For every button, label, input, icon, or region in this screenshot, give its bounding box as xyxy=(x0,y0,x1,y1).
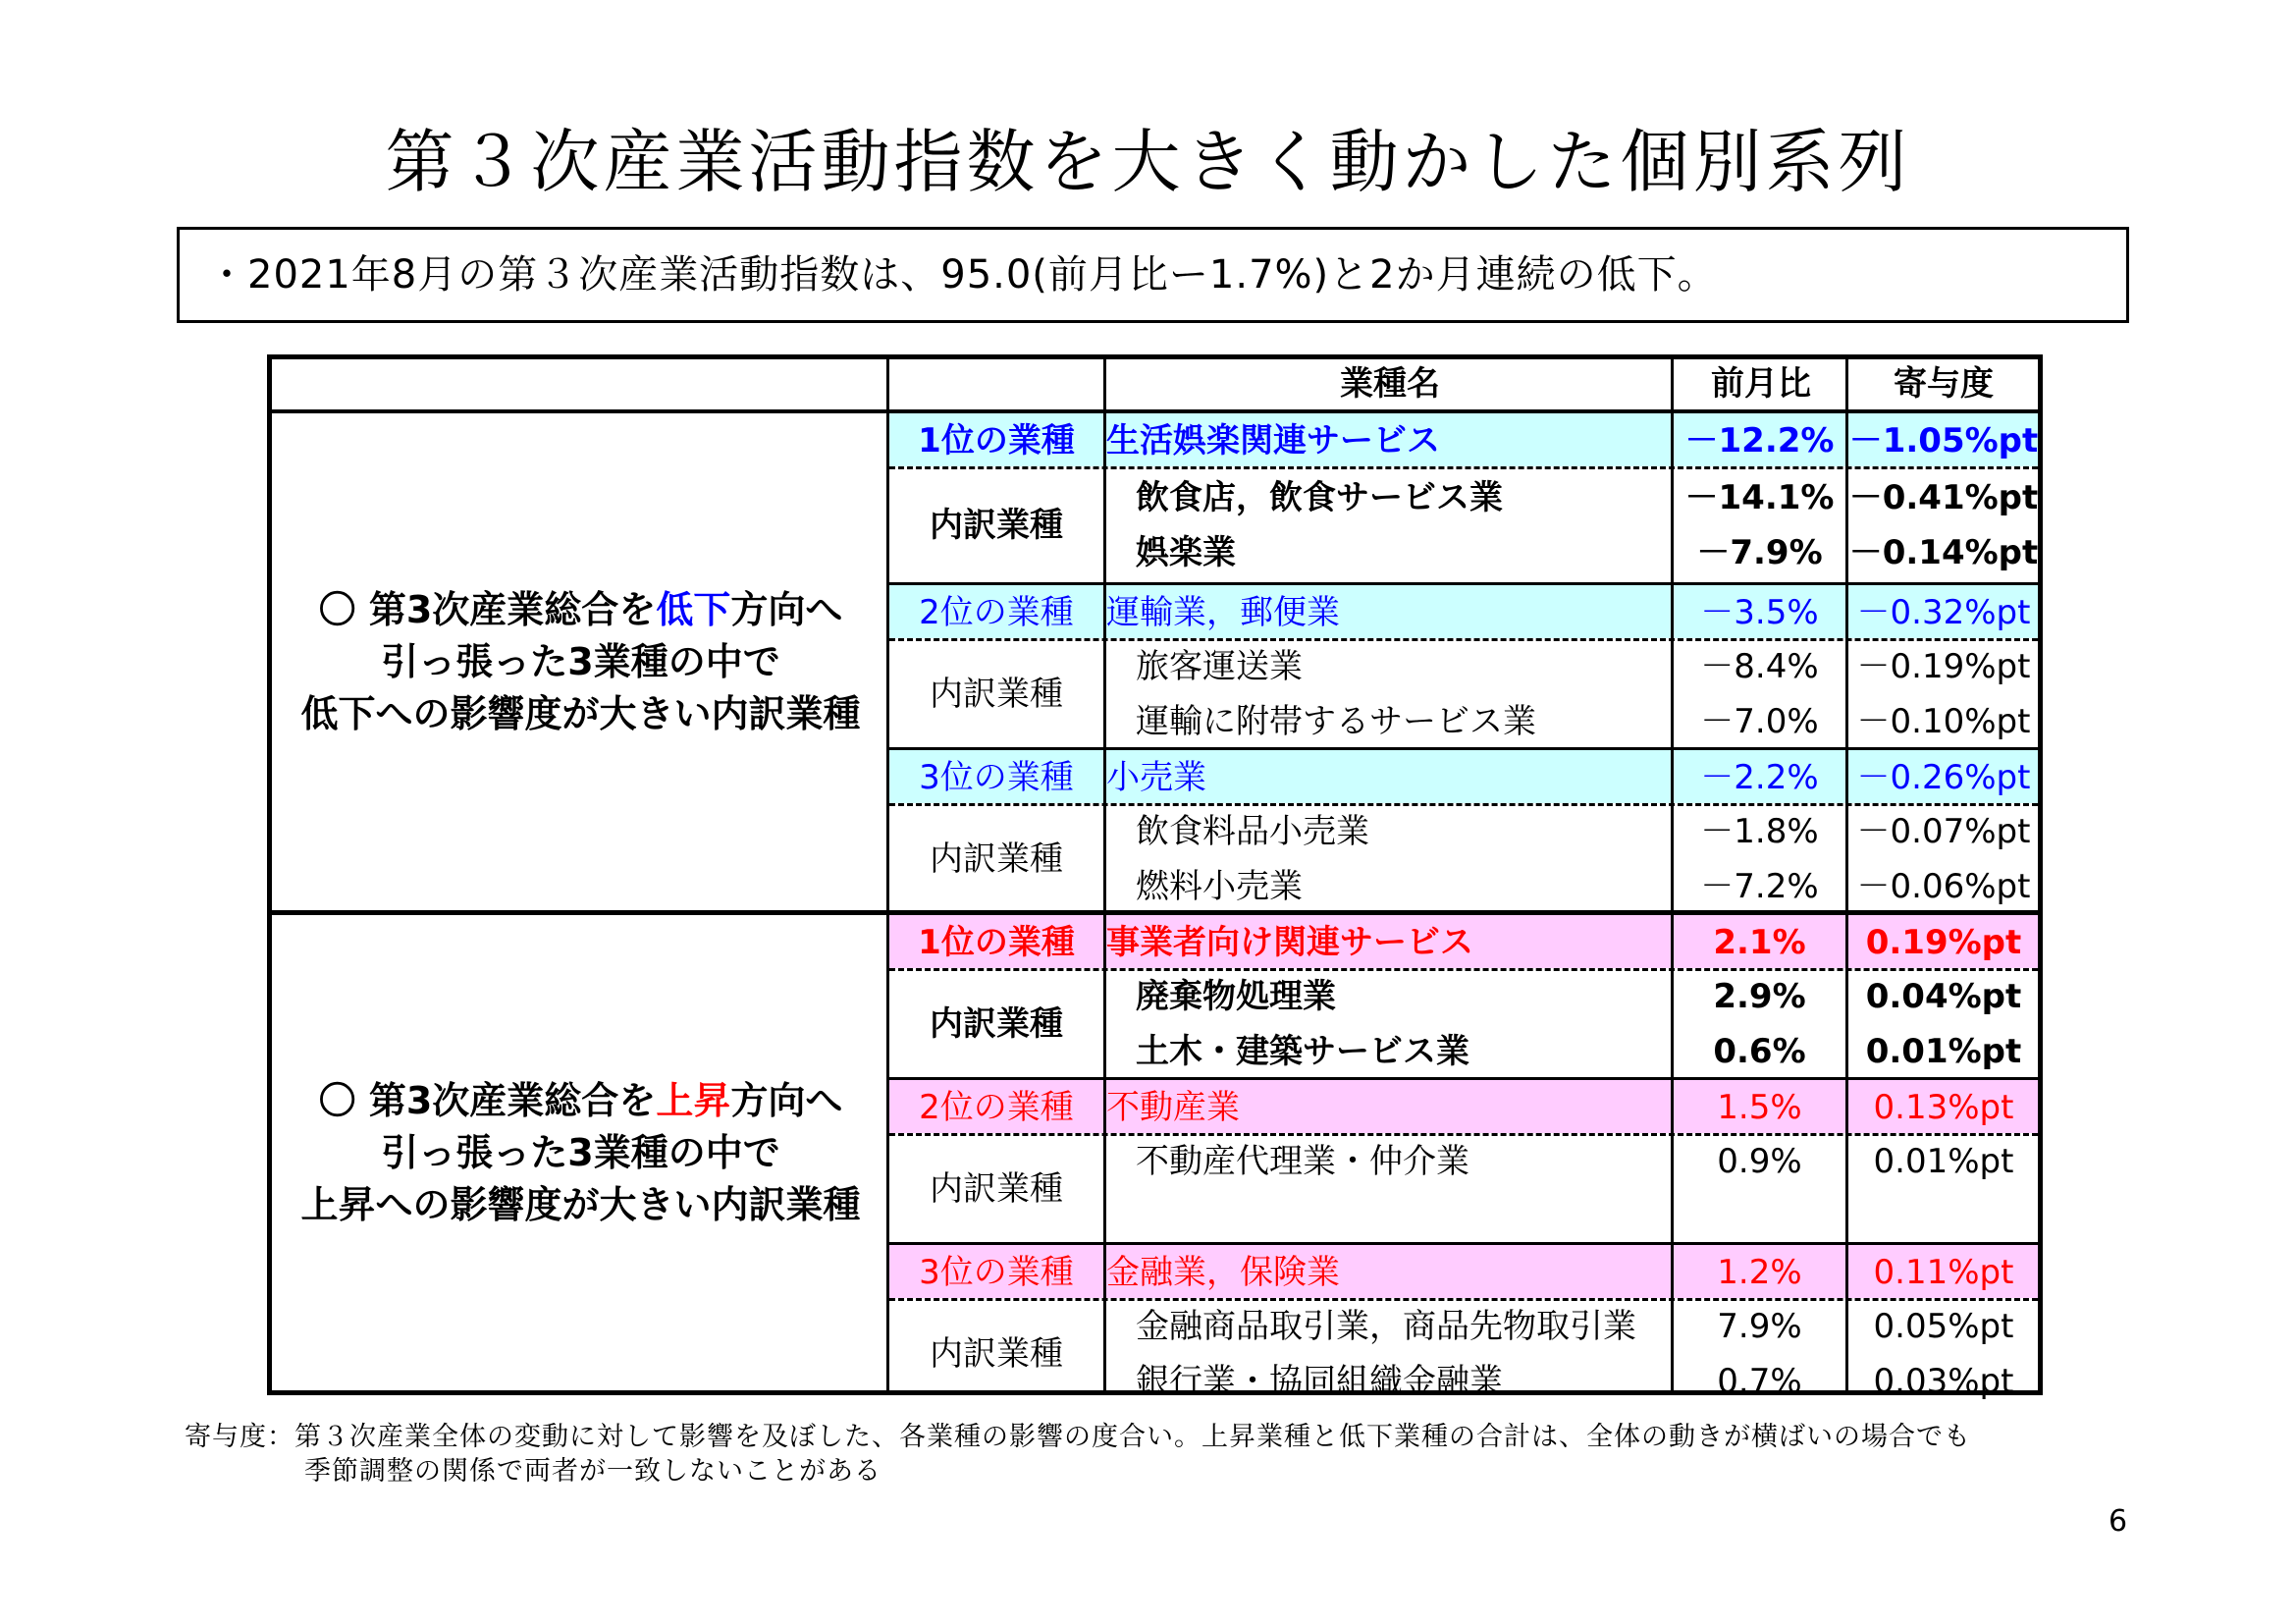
decline-rank1-sub2-contrib: －0.14%pt xyxy=(1848,533,2039,572)
footnote-line1: 寄与度：第３次産業全体の変動に対して影響を及ぼした、各業種の影響の度合い。上昇業種と低下業種の合計は、全体の動きが横ばいの場合でも xyxy=(185,1422,1971,1452)
rise-rank3-sub2-contrib: 0.03%pt xyxy=(1873,1362,2014,1401)
decline-rank3-sub1-contrib: －0.07%pt xyxy=(1856,812,2031,851)
column-line xyxy=(886,359,889,1390)
decline-rank3-sub1-ratio: －1.8% xyxy=(1700,812,1819,851)
rise-rank2-sub1-contrib: 0.01%pt xyxy=(1873,1142,2014,1181)
decline-rank2-breakdown-label: 内訳業種 xyxy=(930,675,1063,714)
rise-rank2-sub1-name: 不動産代理業・仲介業 xyxy=(1136,1142,1469,1181)
rise-label-line3: 上昇への影響度が大きい内訳業種 xyxy=(300,1182,861,1226)
decline-rank2-contrib: －0.32%pt xyxy=(1856,593,2031,632)
decline-rank2-sub1-name: 旅客運送業 xyxy=(1136,647,1303,686)
decline-rank2-sub1-contrib: －0.19%pt xyxy=(1856,647,2031,686)
decline-label-line1-end: 方向へ xyxy=(730,587,843,631)
rise-rank3-sub1-contrib: 0.05%pt xyxy=(1873,1307,2014,1346)
decline-rank3-sub1-name: 飲食料品小売業 xyxy=(1136,812,1369,851)
decline-rank3-sub2-ratio: －7.2% xyxy=(1700,867,1819,906)
decline-rank1-breakdown-label: 内訳業種 xyxy=(930,506,1063,545)
rise-rank1-breakdown-label: 内訳業種 xyxy=(930,1004,1063,1044)
rise-rank2-contrib: 0.13%pt xyxy=(1873,1088,2014,1127)
decline-rank2-ratio: －3.5% xyxy=(1700,593,1819,632)
header-contrib: 寄与度 xyxy=(1894,364,1994,404)
decline-rank1-sub1-ratio: －14.1% xyxy=(1684,478,1835,517)
rise-rank1-sub2-name: 土木・建築サービス業 xyxy=(1136,1032,1469,1071)
decline-rank2-sub2-ratio: －7.0% xyxy=(1700,702,1819,741)
rise-rank3-name: 金融業，保険業 xyxy=(1106,1253,1340,1292)
decline-group-label xyxy=(272,413,889,910)
rise-rank3-sub1-ratio: 7.9% xyxy=(1717,1307,1802,1346)
decline-rank3-breakdown-label: 内訳業種 xyxy=(930,839,1063,879)
decline-rank3-contrib: －0.26%pt xyxy=(1856,758,2031,797)
decline-rank1-name: 生活娯楽関連サービス xyxy=(1106,421,1440,460)
rise-rank1-sub1-name: 廃棄物処理業 xyxy=(1136,977,1336,1016)
decline-rank2-sub1-ratio: －8.4% xyxy=(1700,647,1819,686)
decline-rank1-label: 1位の業種 xyxy=(918,421,1075,460)
page-number: 6 xyxy=(2109,1504,2128,1539)
decline-rank3-label: 3位の業種 xyxy=(919,758,1074,797)
rise-rank2-name: 不動産業 xyxy=(1106,1088,1240,1127)
header-ratio: 前月比 xyxy=(1711,364,1811,404)
column-line xyxy=(1845,359,1848,1390)
rise-rank3-sub1-name: 金融商品取引業，商品先物取引業 xyxy=(1136,1307,1636,1346)
decline-rank3-sub2-contrib: －0.06%pt xyxy=(1856,867,2031,906)
summary-box xyxy=(177,227,2129,323)
rise-rank2-breakdown-label: 内訳業種 xyxy=(930,1169,1063,1209)
rise-rank2-ratio: 1.5% xyxy=(1717,1088,1802,1127)
page-title: 第３次産業活動指数を大きく動かした個別系列 xyxy=(385,122,1911,202)
column-line xyxy=(1103,359,1106,1390)
rise-rank1-label: 1位の業種 xyxy=(918,923,1075,962)
column-line xyxy=(1671,359,1674,1390)
row-divider xyxy=(889,466,2038,469)
summary-text: ・2021年8月の第３次産業活動指数は、95.0(前月比ー1.7%)と2か月連続の低下。 xyxy=(207,252,1718,298)
decline-label-line3: 低下への影響度が大きい内訳業種 xyxy=(300,691,861,735)
decline-rank3-sub2-name: 燃料小売業 xyxy=(1136,867,1303,906)
decline-rank1-contrib: －1.05%pt xyxy=(1848,421,2039,460)
decline-label-line1: 〇 第3次産業総合を xyxy=(318,587,657,631)
rise-rank3-sub2-ratio: 0.7% xyxy=(1717,1362,1802,1401)
footnote-line2: 季節調整の関係で両者が一致しないことがある xyxy=(304,1456,881,1487)
decline-rank1-sub2-name: 娯楽業 xyxy=(1136,533,1236,572)
decline-label-line2: 引っ張った3業種の中で xyxy=(381,639,780,683)
rise-rank1-sub1-contrib: 0.04%pt xyxy=(1865,977,2022,1016)
rise-rank1-sub2-contrib: 0.01%pt xyxy=(1865,1032,2022,1071)
rise-label-line2: 引っ張った3業種の中で xyxy=(381,1130,780,1174)
rise-rank1-ratio: 2.1% xyxy=(1713,923,1806,962)
decline-rank2-name: 運輸業，郵便業 xyxy=(1106,593,1340,632)
rise-rank3-label: 3位の業種 xyxy=(919,1253,1074,1292)
rise-rank3-ratio: 1.2% xyxy=(1717,1253,1802,1292)
decline-rank2-label: 2位の業種 xyxy=(919,593,1074,632)
rise-rank3-breakdown-label: 内訳業種 xyxy=(930,1334,1063,1374)
rise-rank1-sub2-ratio: 0.6% xyxy=(1713,1032,1806,1071)
rise-rank3-sub2-name: 銀行業・協同組織金融業 xyxy=(1136,1362,1503,1401)
rise-rank1-contrib: 0.19%pt xyxy=(1865,923,2022,962)
header-name: 業種名 xyxy=(1340,364,1440,404)
decline-rank3-name: 小売業 xyxy=(1106,758,1206,797)
decline-label-direction: 低下 xyxy=(656,587,731,631)
decline-rank1-sub2-ratio: －7.9% xyxy=(1696,533,1823,572)
decline-rank2-sub2-contrib: －0.10%pt xyxy=(1856,702,2031,741)
rise-label-direction: 上昇 xyxy=(656,1078,731,1122)
rise-label-line1-end: 方向へ xyxy=(730,1078,843,1122)
rise-rank1-name: 事業者向け関連サービス xyxy=(1106,923,1473,962)
rise-label-line1: 〇 第3次産業総合を xyxy=(318,1078,657,1122)
decline-rank1-sub1-contrib: －0.41%pt xyxy=(1848,478,2039,517)
decline-rank3-ratio: －2.2% xyxy=(1700,758,1819,797)
rise-rank2-sub1-ratio: 0.9% xyxy=(1717,1142,1802,1181)
decline-rank1-sub1-name: 飲食店，飲食サービス業 xyxy=(1136,478,1503,517)
rise-rank3-contrib: 0.11%pt xyxy=(1873,1253,2014,1292)
footnote xyxy=(185,1420,1971,1489)
decline-rank1-ratio: －12.2% xyxy=(1684,421,1835,460)
rise-group-label xyxy=(272,915,889,1390)
decline-rank2-sub2-name: 運輸に附帯するサービス業 xyxy=(1136,702,1536,741)
contribution-table xyxy=(267,354,2043,1401)
rise-rank1-sub1-ratio: 2.9% xyxy=(1713,977,1806,1016)
rise-rank2-label: 2位の業種 xyxy=(919,1088,1074,1127)
